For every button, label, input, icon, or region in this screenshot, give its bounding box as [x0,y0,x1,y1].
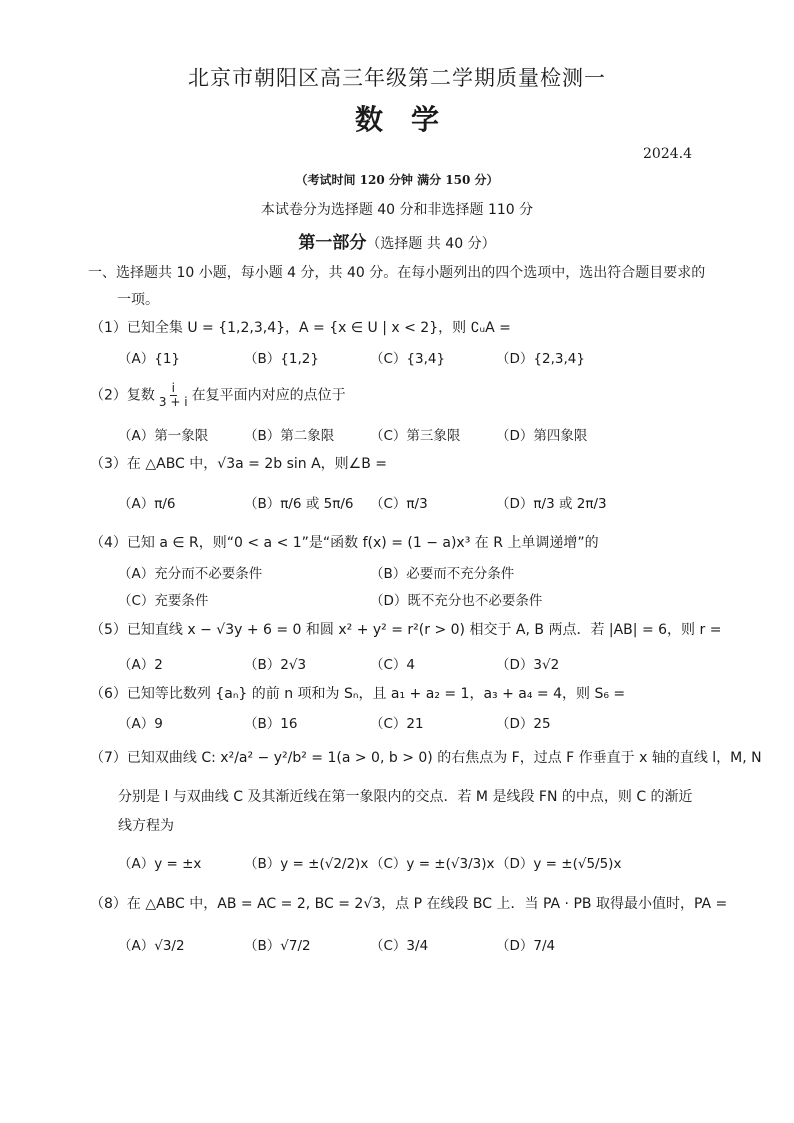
option-c: （C）3/4 [370,938,429,954]
exam-info: （考试时间 120 分钟 满分 150 分） [295,173,499,187]
question-stem: （1）已知全集 U = {1,2,3,4}，A = {x ∈ U | x < 2}，则 ∁ᵤA = [90,320,511,336]
option-a: （A）第一象限 [118,428,209,444]
question-stem: （4）已知 a ∈ R，则“0 < a < 1”是“函数 f(x) = (1 − a)x³ 在 R 上单调递增”的 [90,535,599,551]
fraction-denominator: 3 + i [158,395,188,409]
question-stem: （5）已知直线 x − √3y + 6 = 0 和圆 x² + y² = r²(r > 0) 相交于 A, B 两点．若 |AB| = 6，则 r = [90,622,722,638]
option-b: （B）π/6 或 5π/6 [244,496,354,512]
option-d: （D）π/3 或 2π/3 [496,496,607,512]
option-a: （A）充分而不必要条件 [118,566,263,582]
exam-title: 北京市朝阳区高三年级第二学期质量检测一 [188,66,606,90]
option-b: （B）必要而不充分条件 [370,566,515,582]
option-b: （B）16 [244,716,298,732]
option-c: （C）y = ±(√3/3)x [370,856,495,872]
option-d: （D）{2,3,4} [496,351,585,367]
option-d: （D）25 [496,716,551,732]
question-stem [90,382,346,409]
question-stem-line3: 线方程为 [118,818,174,834]
section-instructions-line1: 一、选择题共 10 小题，每小题 4 分，共 40 分。在每小题列出的四个选项中，选出符合题目要求的 [88,265,706,281]
part-subtitle: （选择题 共 40 分） [366,236,496,252]
option-a: （A）{1} [118,351,181,367]
question-stem: （3）在 △ABC 中，√3a = 2b sin A，则∠B = [90,456,387,472]
option-b: （B）y = ±(√2/2)x [244,856,369,872]
part-heading [0,228,794,253]
option-b: （B）2√3 [244,657,307,673]
question-stem: （6）已知等比数列 {aₙ} 的前 n 项和为 Sₙ，且 a₁ + a₂ = 1，a₃ + a₄ = 4，则 S₆ = [90,686,626,702]
question-stem: （8）在 △ABC 中，AB = AC = 2, BC = 2√3，点 P 在线段 BC 上．当 PA · PB 取得最小值时，PA = [90,896,728,912]
option-a: （A）y = ±x [118,856,202,872]
option-b: （B）√7/2 [244,938,311,954]
option-b: （B）第二象限 [244,428,335,444]
fraction [157,382,190,409]
fraction-numerator: i [171,381,175,395]
question-stem-post: 在复平面内对应的点位于 [191,387,346,404]
option-c: （C）4 [370,657,416,673]
option-a: （A）π/6 [118,496,176,512]
option-d: （D）7/4 [496,938,556,954]
option-c: （C）π/3 [370,496,428,512]
option-a: （A）9 [118,716,163,732]
score-split: 本试卷分为选择题 40 分和非选择题 110 分 [260,202,534,218]
option-d: （D）3√2 [496,657,560,673]
question-stem-pre: （2）复数 [90,387,155,404]
exam-date: 2024.4 [643,146,692,162]
option-b: （B）{1,2} [244,351,319,367]
question-stem: （7）已知双曲线 C: x²/a² − y²/b² = 1(a > 0, b > 0) 的右焦点为 F，过点 F 作垂直于 x 轴的直线 l，M, N [90,750,762,766]
option-c: （C）21 [370,716,424,732]
option-c: （C）{3,4} [370,351,446,367]
option-a: （A）2 [118,657,163,673]
option-c: （C）第三象限 [370,428,461,444]
option-d: （D）既不充分也不必要条件 [370,593,543,609]
option-d: （D）第四象限 [496,428,588,444]
part-title: 第一部分 [298,233,367,253]
subject-title: 数学 [354,103,467,136]
section-instructions-line2: 一项。 [117,292,159,308]
option-a: （A）√3/2 [118,938,185,954]
option-d: （D）y = ±(√5/5)x [496,856,622,872]
question-stem-line2: 分别是 l 与双曲线 C 及其渐近线在第一象限内的交点．若 M 是线段 FN 的中点，则 C 的渐近 [118,789,693,805]
option-c: （C）充要条件 [118,593,209,609]
